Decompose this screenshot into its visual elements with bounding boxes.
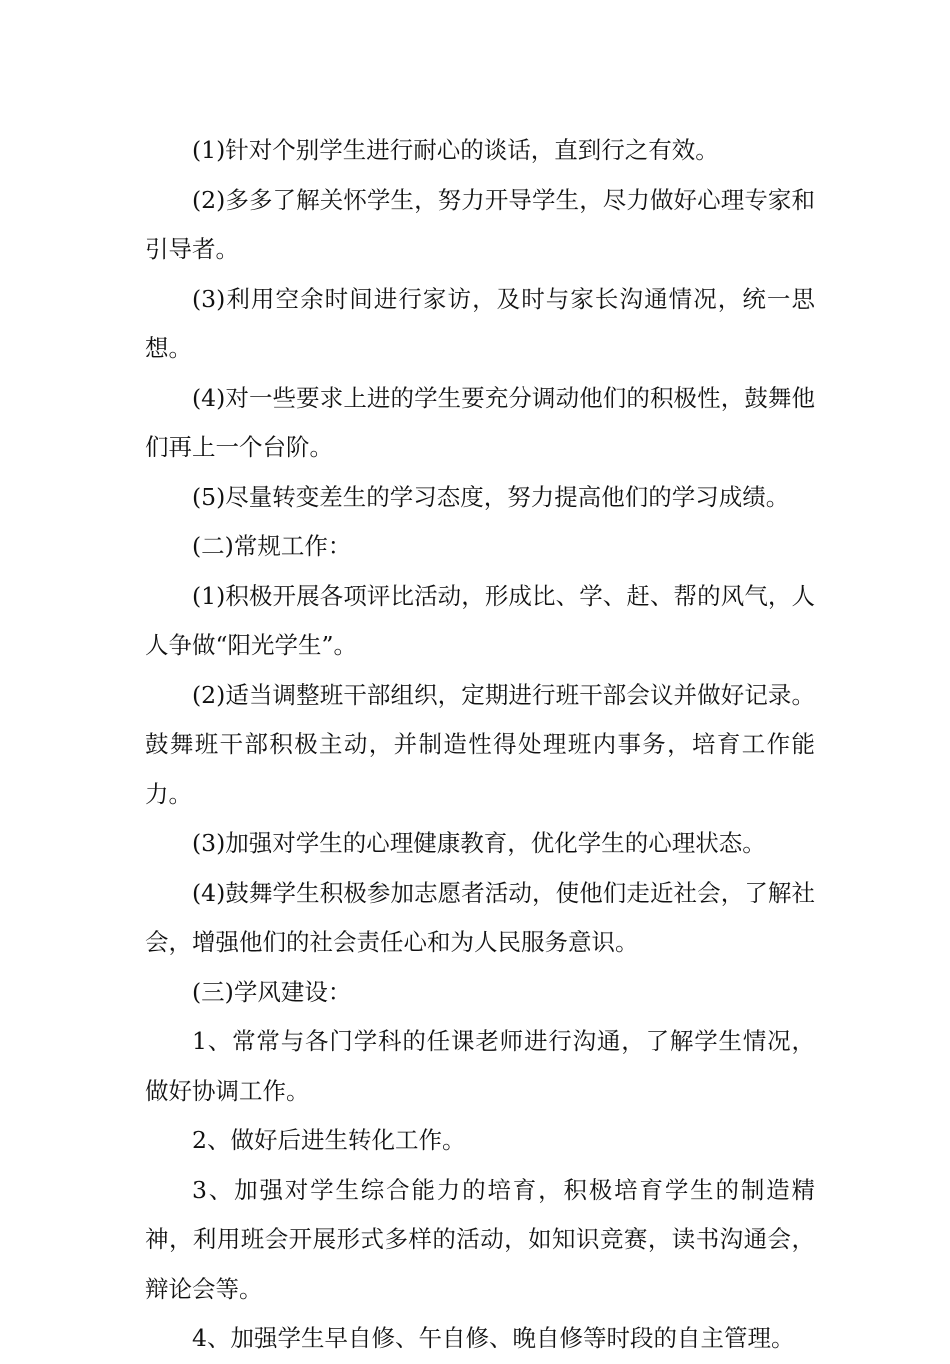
paragraph-3: (3)利用空余时间进行家访，及时与家长沟通情况，统一思想。 xyxy=(145,284,815,362)
paragraph-14: 3、加强对学生综合能力的培育，积极培育学生的制造精神，利用班会开展形式多样的活动，如知识竞赛，读书沟通会，辩论会等。 xyxy=(145,1175,815,1303)
paragraph-9: (3)加强对学生的心理健康教育，优化学生的心理状态。 xyxy=(192,829,766,857)
paragraph-8: (2)适当调整班干部组织，定期进行班干部会议并做好记录。鼓舞班干部积极主动，并制造性得处理班内事务，培育工作能力。 xyxy=(145,680,815,808)
paragraph-13: 2、做好后进生转化工作。 xyxy=(192,1126,466,1154)
document-body xyxy=(145,126,815,1364)
paragraph-1: (1)针对个别学生进行耐心的谈话，直到行之有效。 xyxy=(192,136,719,164)
paragraph-15: 4、加强学生早自修、午自修、晚自修等时段的自主管理。 xyxy=(192,1324,795,1352)
paragraph-4: (4)对一些要求上进的学生要充分调动他们的积极性，鼓舞他们再上一个台阶。 xyxy=(145,383,815,461)
paragraph-12: 1、常常与各门学科的任课老师进行沟通，了解学生情况，做好协调工作。 xyxy=(145,1027,815,1105)
paragraph-10: (4)鼓舞学生积极参加志愿者活动，使他们走近社会，了解社会，增强他们的社会责任心和为人民服务意识。 xyxy=(145,878,815,956)
paragraph-2: (2)多多了解关怀学生，努力开导学生，尽力做好心理专家和引导者。 xyxy=(145,185,815,263)
section-heading-routine-work: (二)常规工作： xyxy=(192,532,352,560)
paragraph-5: (5)尽量转变差生的学习态度，努力提高他们的学习成绩。 xyxy=(192,482,790,511)
paragraph-7: (1)积极开展各项评比活动，形成比、学、赶、帮的风气，人人争做“阳光学生”。 xyxy=(145,581,815,659)
section-heading-study-atmosphere: (三)学风建设： xyxy=(192,977,352,1006)
